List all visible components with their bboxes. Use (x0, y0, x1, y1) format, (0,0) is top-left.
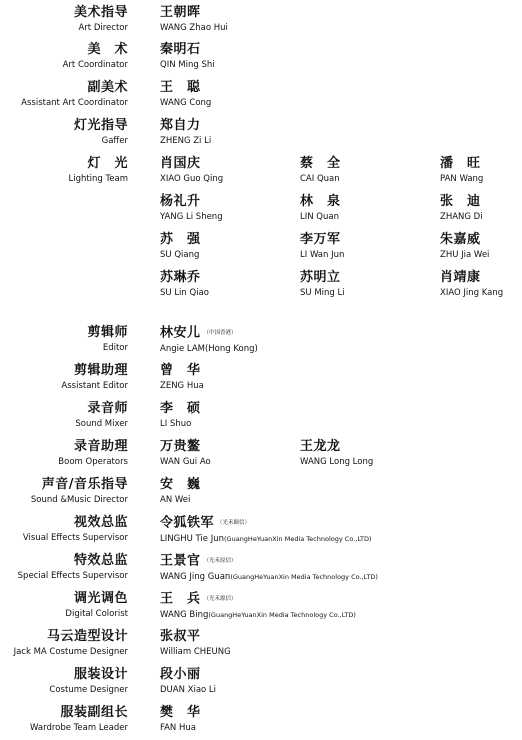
person (300, 156, 341, 185)
person (160, 629, 231, 658)
name-cn: 王龙龙 (300, 439, 341, 454)
role (49, 667, 128, 696)
name-en: CAI Quan (300, 174, 340, 184)
name-cn: 蔡 全 (300, 156, 341, 171)
name-en-text: LINGHU Tie Jun (160, 533, 225, 544)
role-en: Sound Mixer (75, 419, 128, 429)
role-en: Costume Designer (49, 685, 128, 695)
role-en: Jack MA Costume Designer (13, 647, 128, 657)
person (160, 5, 228, 34)
name-cn-note: （光禾颐信） (217, 520, 251, 526)
name-cn-note: （光禾原信） (203, 558, 237, 564)
name-cn (160, 553, 378, 570)
person (160, 515, 372, 545)
name-en: LI Shuo (160, 419, 192, 429)
name-cn: 李 硕 (160, 401, 201, 416)
role-cn: 灯光指导 (73, 118, 128, 133)
person (160, 270, 209, 299)
role-en: Lighting Team (68, 174, 128, 184)
role-cn: 录音师 (87, 401, 128, 416)
person (160, 80, 211, 109)
name-cn: 肖靖康 (440, 270, 481, 285)
role-cn: 服装副组长 (60, 705, 128, 720)
name-en (160, 572, 378, 583)
name-cn: 苏明立 (300, 270, 341, 285)
role (68, 156, 128, 185)
role-en: Wardrobe Team Leader (30, 723, 128, 733)
name-cn: 秦明石 (160, 42, 201, 57)
person (160, 591, 356, 621)
role (65, 591, 128, 620)
name-en: WANG Zhao Hui (160, 23, 228, 33)
role-en: Art Director (78, 23, 128, 33)
name-cn (160, 591, 356, 608)
name-en: WAN Gui Ao (160, 457, 211, 467)
name-en: WANG Cong (160, 98, 212, 108)
name-cn (160, 325, 258, 342)
person (160, 232, 201, 261)
name-cn: 朱嘉威 (440, 232, 481, 247)
name-cn: 王 聪 (160, 80, 201, 95)
name-en-note: (GuangHeYuanXin Media Technology Co.,LTD) (208, 610, 356, 619)
name-cn: 苏 强 (160, 232, 201, 247)
name-cn: 安 巍 (160, 477, 201, 492)
role (74, 118, 128, 147)
name-en (160, 534, 372, 545)
name-en: ZHANG Di (440, 212, 483, 222)
name-cn: 肖国庆 (160, 156, 201, 171)
role-cn: 服装设计 (73, 667, 128, 682)
name-cn: 曾 华 (160, 363, 201, 378)
role-cn: 剪辑助理 (73, 363, 128, 378)
person (160, 363, 204, 392)
role (63, 42, 128, 71)
name-en (160, 610, 356, 621)
name-en: PAN Wang (440, 174, 484, 184)
role-en: Visual Effects Supervisor (22, 533, 128, 543)
role-en: Gaffer (101, 136, 128, 146)
role-en: Special Effects Supervisor (17, 571, 128, 581)
role-cn: 特效总监 (73, 553, 128, 568)
person (160, 439, 211, 468)
person (160, 705, 201, 734)
person (160, 325, 258, 355)
name-cn: 万贵鳌 (160, 439, 201, 454)
role-en: Sound &Music Director (30, 495, 128, 505)
name-cn: 段小丽 (160, 667, 201, 682)
role-cn: 视效总监 (73, 515, 128, 530)
role-en: Art Coordinator (62, 60, 128, 70)
role (75, 401, 128, 430)
role-en: Assistant Art Coordinator (21, 98, 128, 108)
name-en: SU Lin Qiao (160, 288, 209, 298)
role-en: Boom Operators (58, 457, 128, 467)
role (31, 477, 128, 506)
role (14, 629, 128, 658)
name-en: AN Wei (160, 495, 191, 505)
person (160, 194, 223, 223)
name-en: LIN Quan (300, 212, 339, 222)
role (21, 80, 128, 109)
name-en: DUAN Xiao Li (160, 685, 217, 695)
role-cn: 灯 光 (87, 156, 128, 171)
role (87, 325, 128, 354)
name-cn: 杨礼升 (160, 194, 201, 209)
role-cn: 马云造型设计 (46, 629, 128, 644)
name-en-note: (GuangHeYuanXin Media Technology Co.,LTD) (230, 572, 378, 581)
name-cn: 苏琳乔 (160, 270, 201, 285)
name-cn: 李万军 (300, 232, 341, 247)
name-en: ZENG Hua (160, 381, 204, 391)
name-cn-note: （中国香港） (203, 330, 237, 336)
role-cn: 调光调色 (73, 591, 128, 606)
name-en: WANG Long Long (300, 457, 374, 467)
name-cn-text: 林安儿 (160, 325, 201, 341)
name-en: XIAO Guo Qing (160, 174, 224, 184)
person (160, 42, 215, 71)
person (440, 156, 483, 185)
role-cn: 美 术 (87, 42, 128, 57)
name-cn: 潘 旺 (440, 156, 481, 171)
person (160, 118, 211, 147)
role-cn: 美术指导 (73, 5, 128, 20)
name-cn: 张叔平 (160, 629, 201, 644)
name-en-text: WANG Jing Guan (160, 571, 231, 582)
name-cn-text: 王 兵 (160, 591, 201, 607)
person (440, 270, 503, 299)
person (160, 477, 201, 506)
name-en: QIN Ming Shi (160, 60, 215, 70)
person (440, 194, 483, 223)
person (160, 401, 201, 430)
role-en: Assistant Editor (61, 381, 128, 391)
role (74, 5, 128, 34)
name-cn: 林 泉 (300, 194, 341, 209)
name-en-note: (GuangHeYuanXin Media Technology Co.,LTD) (224, 534, 372, 543)
person (160, 156, 223, 185)
name-cn: 王朝晖 (160, 5, 201, 20)
role-en: Digital Colorist (65, 609, 128, 619)
name-en: FAN Hua (160, 723, 196, 733)
name-en: XIAO Jing Kang (440, 288, 504, 298)
person (300, 270, 345, 299)
role-cn: 剪辑师 (87, 325, 128, 340)
role (23, 515, 128, 544)
role (61, 363, 128, 392)
name-en: ZHU Jia Wei (440, 250, 490, 260)
name-en: SU Qiang (160, 250, 200, 260)
role-cn: 声音/音乐指导 (41, 477, 128, 492)
name-en: Angie LAM(Hong Kong) (160, 343, 258, 354)
name-en: William CHEUNG (160, 647, 231, 657)
person (160, 553, 378, 583)
name-cn: 郑自力 (160, 118, 201, 133)
person (160, 667, 216, 696)
name-cn (160, 515, 372, 532)
name-cn: 张 迪 (440, 194, 481, 209)
role-en: Editor (102, 343, 128, 353)
name-en-text: WANG Bing (160, 609, 209, 620)
name-cn-text: 王景官 (160, 553, 201, 569)
role (18, 553, 128, 582)
role-cn: 录音助理 (73, 439, 128, 454)
person (300, 194, 341, 223)
person (440, 232, 489, 261)
name-cn: 樊 华 (160, 705, 201, 720)
name-cn-note: （光禾源信） (203, 596, 237, 602)
role (58, 439, 128, 468)
role (30, 705, 128, 734)
name-en: LI Wan Jun (300, 250, 345, 260)
role-cn: 副美术 (87, 80, 128, 95)
name-en: ZHENG Zi Li (160, 136, 212, 146)
name-en: YANG Li Sheng (160, 212, 223, 222)
name-cn-text: 令狐铁军 (160, 515, 215, 531)
name-en: SU Ming Li (300, 288, 345, 298)
person (300, 439, 373, 468)
person (300, 232, 344, 261)
